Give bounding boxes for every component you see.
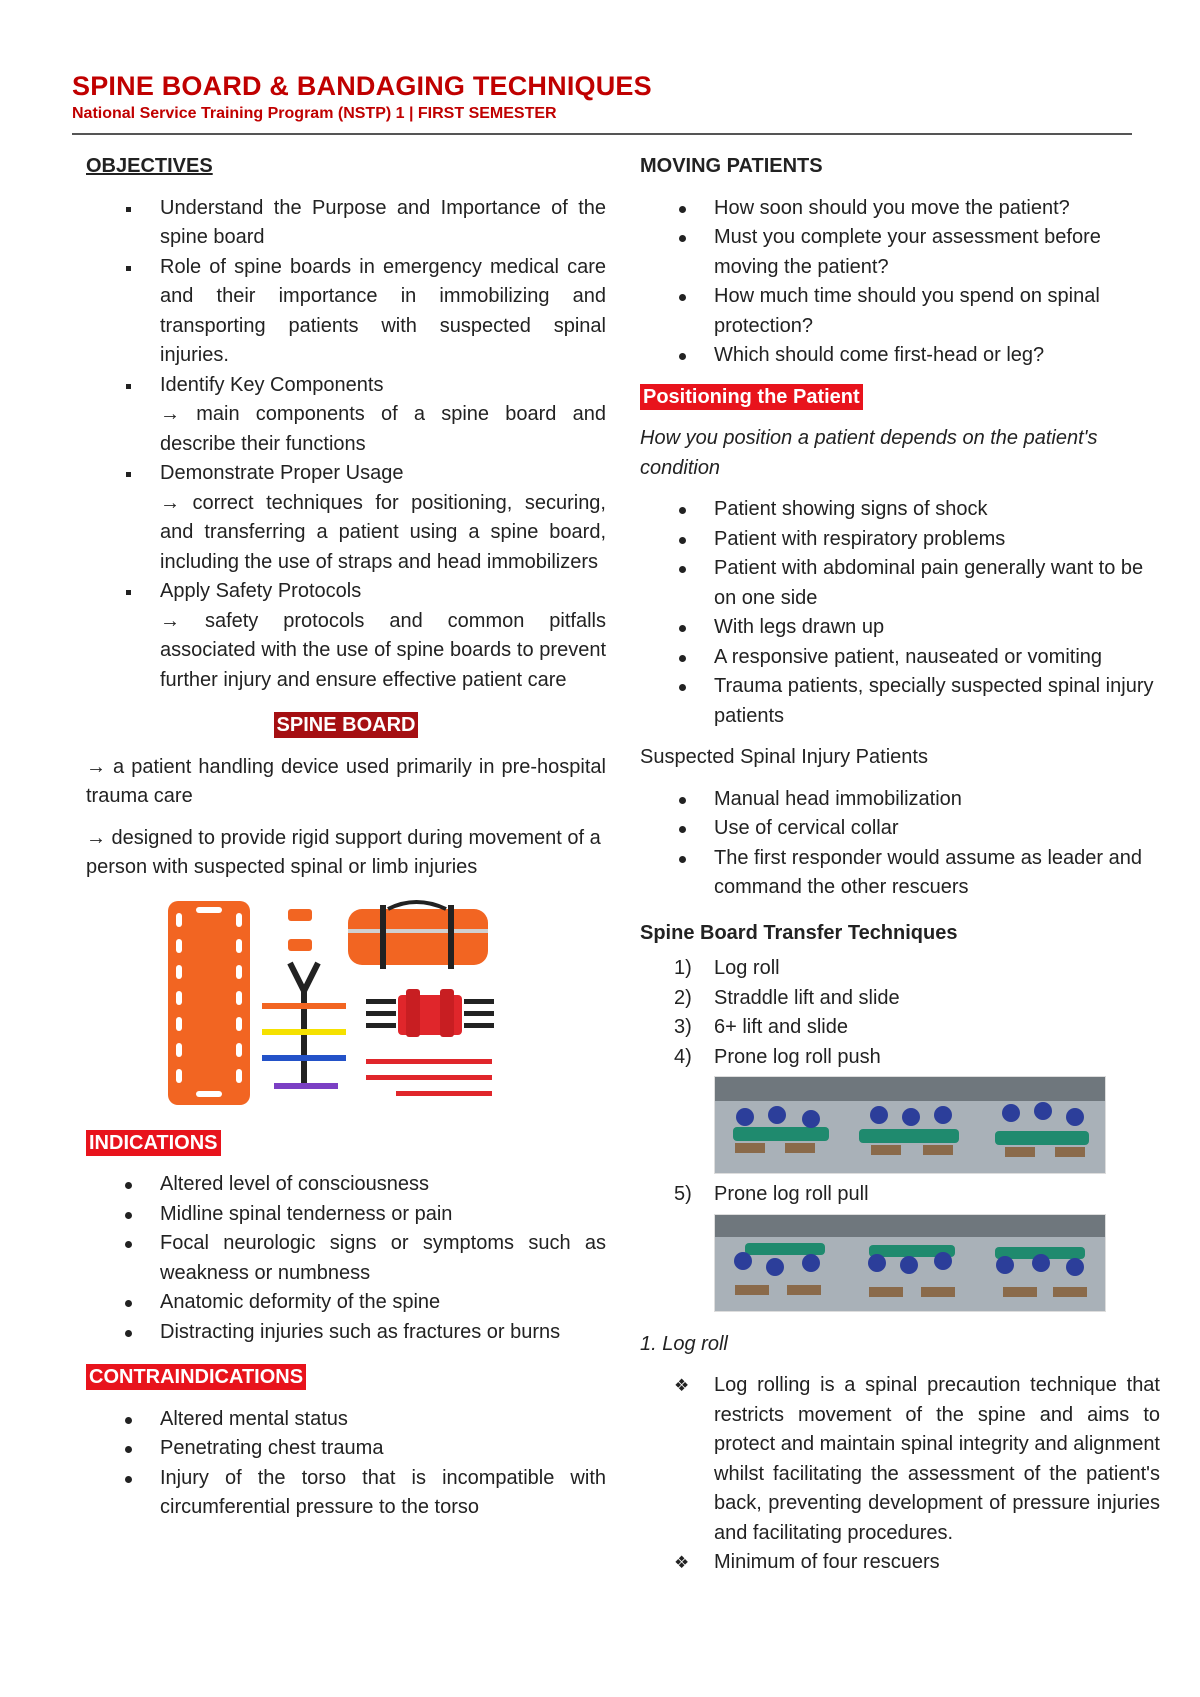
transfer-heading: Spine Board Transfer Techniques: [640, 921, 958, 944]
spine-board-definition-1: → a patient handling device used primarily in pre-hospital trauma care: [86, 755, 606, 807]
suspected-heading: Suspected Spinal Injury Patients: [640, 746, 928, 768]
prone-log-roll-pull-photos: [714, 1214, 1106, 1312]
contraindications-list: [86, 1405, 606, 1523]
positioning-heading: Positioning the Patient: [640, 384, 863, 410]
photo: [845, 1215, 975, 1311]
list-item: Injury of the torso that is incompatible with circumferential pressure to the torso: [86, 1464, 606, 1523]
list-item: The first responder would assume as leader and command the other rescuers: [640, 844, 1160, 903]
photo: [715, 1077, 845, 1173]
list-item: Distracting injuries such as fractures or burns: [86, 1318, 606, 1348]
list-item: Which should come first-head or leg?: [640, 341, 1160, 371]
list-item: A responsive patient, nauseated or vomiting: [640, 643, 1160, 673]
list-item: With legs drawn up: [640, 613, 1160, 643]
list-item: Role of spine boards in emergency medical care and their importance in immobilizing and transporting patients with suspected spinal injuries.: [86, 253, 606, 371]
indications-list: [86, 1170, 606, 1347]
list-item: Altered mental status: [86, 1405, 606, 1435]
indications-heading: INDICATIONS: [86, 1130, 221, 1156]
list-item: 2) Straddle lift and slide: [674, 986, 900, 1009]
list-item: Demonstrate Proper Usage → correct techniques for positioning, securing, and transferring a patient using a spine board, including the use of straps and head immobilizers: [86, 459, 606, 577]
document-header: [72, 70, 1132, 135]
right-column: [640, 152, 1160, 1578]
page-subtitle: National Service Training Program (NSTP) 1 | FIRST SEMESTER: [72, 105, 557, 122]
spine-board-equipment-illustration: [166, 899, 496, 1109]
suspected-list: [640, 785, 1160, 903]
list-item: Penetrating chest trauma: [86, 1434, 606, 1464]
list-item: Identify Key Components → main components of a spine board and describe their functions: [86, 371, 606, 460]
photo: [845, 1077, 975, 1173]
list-item: Patient with respiratory problems: [640, 525, 1160, 555]
list-item: Understand the Purpose and Importance of the spine board: [86, 194, 606, 253]
list-item: ❖ Minimum of four rescuers: [640, 1548, 1160, 1578]
moving-patients-heading: MOVING PATIENTS: [640, 155, 823, 177]
objectives-heading: OBJECTIVES: [86, 155, 213, 177]
list-item: Midline spinal tenderness or pain: [86, 1200, 606, 1230]
spine-board-equipment-image: [166, 899, 496, 1109]
positioning-list: [640, 495, 1160, 731]
list-item: How much time should you spend on spinal protection?: [640, 282, 1160, 341]
transfer-list: [640, 954, 1160, 1072]
positioning-intro: How you position a patient depends on the patient's condition: [640, 427, 1098, 479]
list-item: Focal neurologic signs or symptoms such as weakness or numbness: [86, 1229, 606, 1288]
objectives-list: [86, 194, 606, 696]
list-item: How soon should you move the patient?: [640, 194, 1160, 224]
photo: [975, 1215, 1105, 1311]
list-item: Patient showing signs of shock: [640, 495, 1160, 525]
contraindications-heading: CONTRAINDICATIONS: [86, 1364, 306, 1390]
spine-board-definition-2: → designed to provide rigid support during movement of a person with suspected spinal or limb injuries: [86, 826, 601, 878]
left-column: [86, 152, 606, 1523]
list-item: Patient with abdominal pain generally want to be on one side: [640, 554, 1160, 613]
log-roll-heading: 1. Log roll: [640, 1332, 728, 1355]
transfer-list-continued: [640, 1180, 1160, 1210]
prone-log-roll-push-photos: [714, 1076, 1106, 1174]
moving-patients-list: [640, 194, 1160, 371]
list-item: ❖ Log rolling is a spinal precaution technique that restricts movement of the spine and aims to protect and maintain spinal integrity and alignment whilst facilitating the assessment of the patient's back, preventing development of pressure injuries and facilitating procedures.: [640, 1371, 1160, 1548]
header-divider: [72, 133, 1132, 135]
spine-board-heading: SPINE BOARD: [274, 712, 419, 738]
list-item: Apply Safety Protocols → safety protocols and common pitfalls associated with the use of spine boards to prevent further injury and ensure effective patient care: [86, 577, 606, 695]
photo: [975, 1077, 1105, 1173]
list-item: Use of cervical collar: [640, 814, 1160, 844]
list-item: Altered level of consciousness: [86, 1170, 606, 1200]
list-item: 5) Prone log roll pull: [674, 1183, 869, 1205]
list-item: 3) 6+ lift and slide: [674, 1016, 848, 1038]
list-item: Manual head immobilization: [640, 785, 1160, 815]
list-item: Must you complete your assessment before moving the patient?: [640, 223, 1160, 282]
page-title: SPINE BOARD & BANDAGING TECHNIQUES: [72, 71, 652, 101]
list-item: 4) Prone log roll push: [674, 1045, 881, 1068]
list-item: 1) Log roll: [674, 957, 780, 979]
photo: [715, 1215, 845, 1311]
log-roll-list: [640, 1371, 1160, 1578]
list-item: Anatomic deformity of the spine: [86, 1288, 606, 1318]
list-item: Trauma patients, specially suspected spinal injury patients: [640, 672, 1160, 731]
